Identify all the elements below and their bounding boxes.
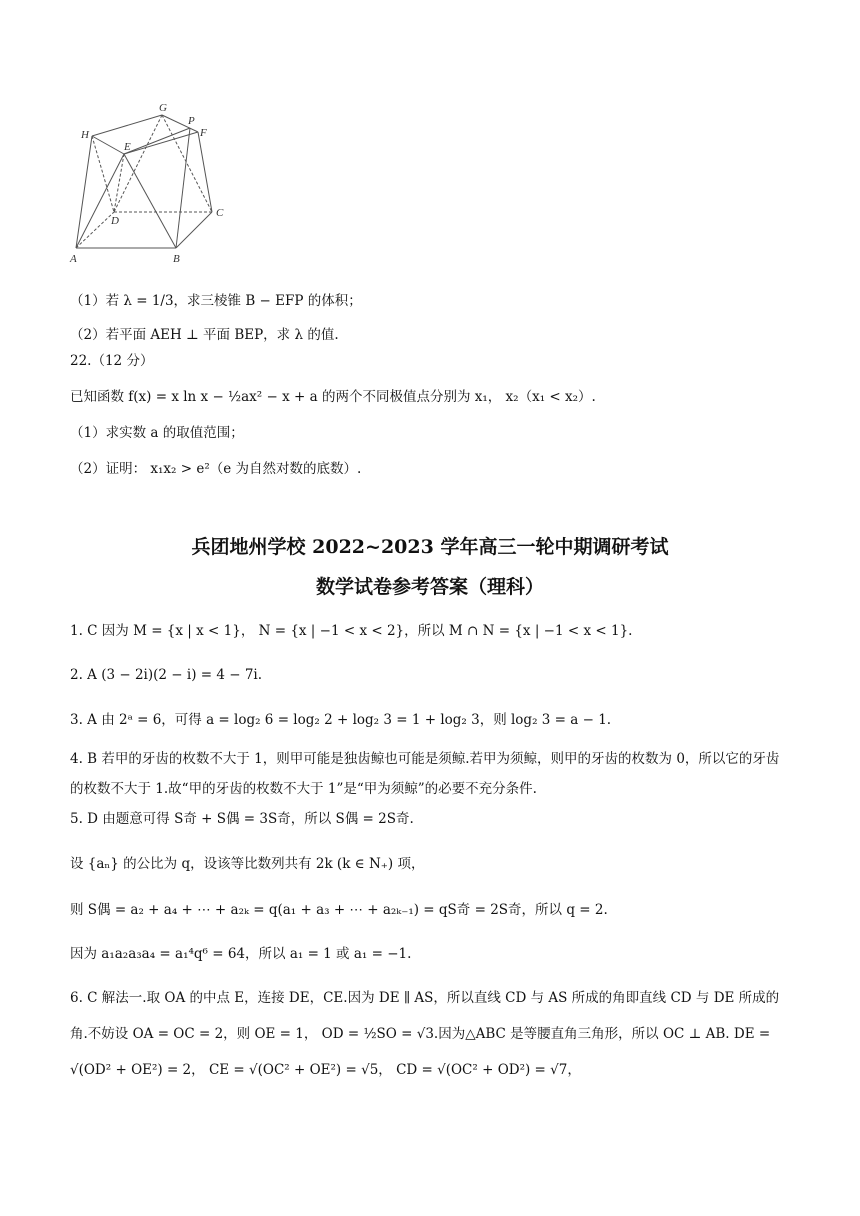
answer-5-c: 则 S偶 = a₂ + a₄ + ⋯ + a₂ₖ = q(a₁ + a₃ + ⋯ + a₂ₖ₋₁) = qS奇 = 2S奇，所以 q = 2. [70, 902, 608, 918]
label-E: E [124, 141, 131, 153]
edge-HD [92, 136, 114, 212]
q22-header: 22.（12 分） [70, 353, 154, 369]
q22-stem: 已知函数 f(x) = x ln x − ½ax² − x + a 的两个不同极值点分别为 x₁， x₂（x₁ < x₂）. [70, 389, 596, 405]
edge-HA [76, 136, 92, 248]
answer-3: 3. A 由 2ᵃ = 6，可得 a = log₂ 6 = log₂ 2 + log₂ 3 = 1 + log₂ 3，则 log₂ 3 = a − 1. [70, 712, 612, 728]
answer-4: 4. B 若甲的牙齿的枚数不大于 1，则甲可能是独齿鲸也可能是须鲸.若甲为须鲸，则甲的牙齿的枚数为 0，所以它的牙齿的枚数不大于 1.故“甲的牙齿的枚数不大于 1”是“甲为须鲸”的必要不充分条件. [70, 751, 780, 797]
edge-EB [124, 154, 176, 248]
edge-PE [124, 128, 190, 154]
label-B: B [173, 253, 180, 265]
answer-2: 2. A (3 − 2i)(2 − i) = 4 − 7i. [70, 667, 263, 683]
label-C: C [216, 207, 224, 219]
label-D: D [111, 215, 119, 227]
q22-part2: （2）证明： x₁x₂ > e²（e 为自然对数的底数）. [70, 461, 362, 477]
edge-FC [198, 132, 212, 212]
answer-1: 1. C 因为 M = {x | x < 1}， N = {x | −1 < x < 2}，所以 M ∩ N = {x | −1 < x < 1}. [70, 623, 633, 639]
geometry-figure [62, 100, 242, 270]
answer-5-b: 设 {aₙ} 的公比为 q，设该等比数列共有 2k (k ∈ N₊) 项， [70, 856, 425, 872]
q22-part1: （1）求实数 a 的取值范围； [70, 425, 244, 441]
label-F: F [200, 127, 207, 139]
answer-5-d: 因为 a₁a₂a₃a₄ = a₁⁴q⁶ = 64，所以 a₁ = 1 或 a₁ = −1. [70, 946, 412, 962]
edge-AD [76, 212, 114, 248]
q21-part1: （1）若 λ = 1/3，求三棱锥 B − EFP 的体积； [70, 293, 362, 309]
q21-part2: （2）若平面 AEH ⊥ 平面 BEP，求 λ 的值. [70, 327, 339, 343]
edge-PB [176, 128, 190, 248]
edge-HG [92, 115, 162, 136]
label-A: A [70, 253, 77, 265]
edge-GD [114, 115, 162, 212]
label-G: G [159, 102, 167, 114]
answer-title-line1: 兵团地州学校 2022~2023 学年高三一轮中期调研考试 [191, 536, 669, 558]
edge-BC [176, 212, 212, 248]
answer-5: 5. D 由题意可得 S奇 + S偶 = 3S奇，所以 S偶 = 2S奇. [70, 811, 414, 827]
answer-6: 6. C 解法一.取 OA 的中点 E，连接 DE，CE.因为 DE ∥ AS，所以直线 CD 与 AS 所成的角即直线 CD 与 DE 所成的角.不妨设 OA = OC = 2，则 OE = 1， OD = ½SO = √3.因为△ABC 是等腰直角三角形，所以 OC ⊥ AB. DE = √(OD² + OE²) = 2， CE = √(OC² + OE²) = √5， CD = √(OC² + OD²) = √7， [70, 990, 780, 1078]
answer-title-line2: 数学试卷参考答案（理科） [315, 576, 544, 598]
label-H: H [81, 129, 89, 141]
label-P: P [188, 115, 195, 127]
